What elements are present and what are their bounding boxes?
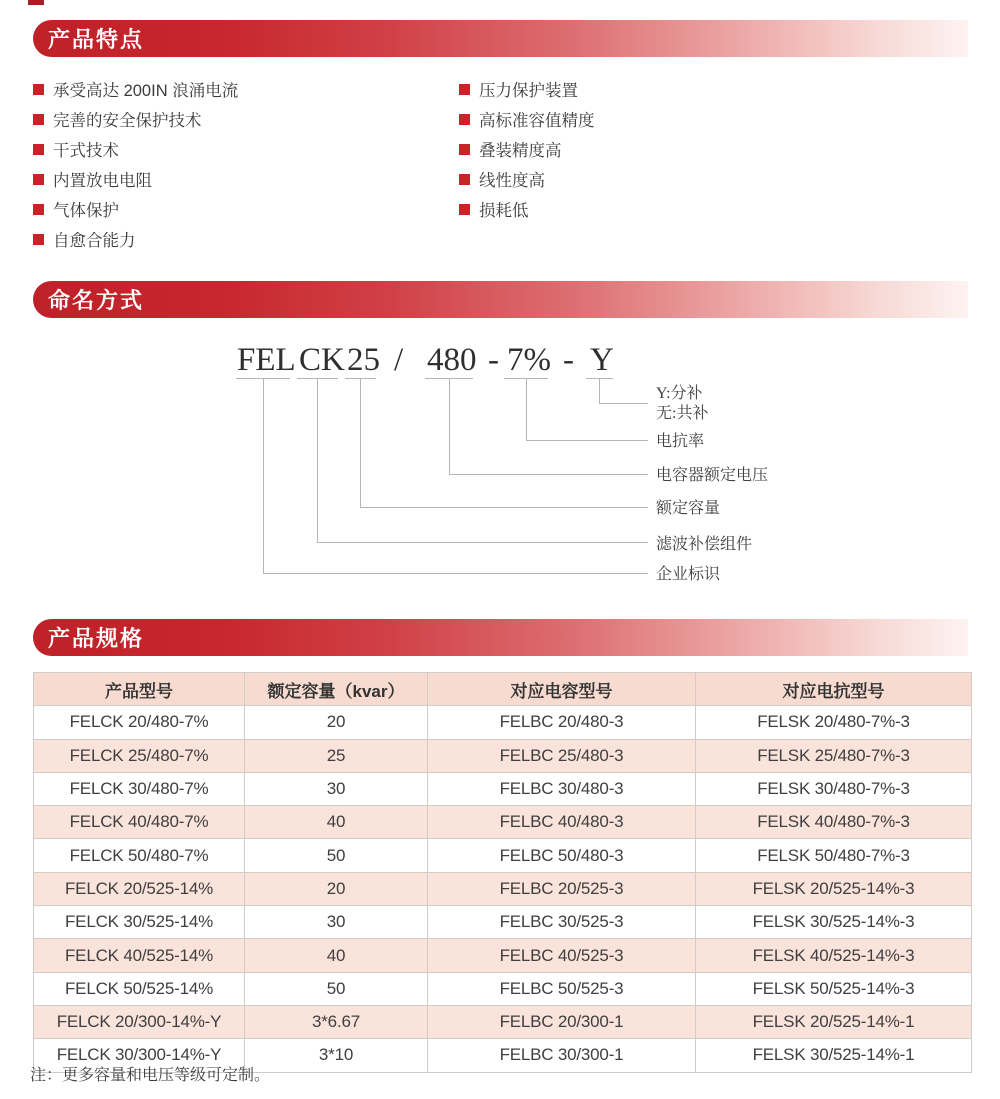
- code-separator-dash: -: [563, 342, 574, 378]
- table-row: [34, 972, 972, 1005]
- table-cell: FELSK 25/480-7%-3: [696, 739, 972, 772]
- feature-text: 内置放电电阻: [53, 172, 152, 190]
- feature-text: 自愈合能力: [53, 232, 136, 250]
- table-cell: FELCK 30/300-14%-Y: [34, 1039, 245, 1072]
- code-segment-capacity: 25: [347, 342, 380, 378]
- column-header-capacitor: 对应电容型号: [428, 673, 696, 706]
- table-row: [34, 706, 972, 739]
- feature-text: 压力保护装置: [479, 82, 578, 100]
- table-cell: FELCK 40/525-14%: [34, 939, 245, 972]
- feature-text: 完善的安全保护技术: [53, 112, 202, 130]
- naming-label-y-split: Y:分补: [656, 385, 703, 402]
- section-header-naming: [33, 281, 968, 318]
- connector-line: [360, 507, 648, 508]
- table-row: [34, 939, 972, 972]
- table-cell: FELCK 25/480-7%: [34, 739, 245, 772]
- table-cell: FELBC 30/480-3: [428, 772, 696, 805]
- square-bullet-icon: [33, 234, 44, 245]
- table-cell: 3*6.67: [245, 1005, 428, 1038]
- table-cell: 30: [245, 906, 428, 939]
- feature-item: [33, 164, 238, 194]
- section-header-features: [33, 20, 968, 57]
- table-footnote: 注：更多容量和电压等级可定制。: [30, 1067, 271, 1084]
- square-bullet-icon: [33, 204, 44, 215]
- connector-line: [263, 573, 648, 574]
- feature-item: [459, 134, 595, 164]
- table-cell: FELSK 50/480-7%-3: [696, 839, 972, 872]
- cutoff-red-mark: [28, 0, 44, 5]
- square-bullet-icon: [459, 174, 470, 185]
- table-cell: FELCK 50/480-7%: [34, 839, 245, 872]
- table-cell: FELSK 40/525-14%-3: [696, 939, 972, 972]
- feature-item: [33, 134, 238, 164]
- table-cell: FELSK 20/480-7%-3: [696, 706, 972, 739]
- column-header-reactor: 对应电抗型号: [696, 673, 972, 706]
- table-cell: FELCK 50/525-14%: [34, 972, 245, 1005]
- connector-line: [317, 379, 318, 542]
- table-cell: 40: [245, 939, 428, 972]
- table-cell: FELBC 20/480-3: [428, 706, 696, 739]
- table-cell: FELSK 50/525-14%-3: [696, 972, 972, 1005]
- connector-line: [360, 379, 361, 507]
- naming-label-rated-voltage: 电容器额定电压: [656, 467, 769, 484]
- naming-label-company-id: 企业标识: [656, 566, 721, 583]
- table-cell: 20: [245, 872, 428, 905]
- connector-line: [449, 379, 450, 474]
- connector-line: [599, 403, 648, 404]
- table-cell: FELBC 30/300-1: [428, 1039, 696, 1072]
- table-cell: FELBC 20/525-3: [428, 872, 696, 905]
- feature-text: 损耗低: [479, 202, 529, 220]
- table-cell: FELBC 50/525-3: [428, 972, 696, 1005]
- feature-item: [459, 194, 595, 224]
- table-cell: FELSK 30/525-14%-3: [696, 906, 972, 939]
- naming-label-reactance-rate: 电抗率: [656, 433, 705, 450]
- feature-item: [33, 194, 238, 224]
- feature-text: 线性度高: [479, 172, 545, 190]
- table-cell: FELCK 40/480-7%: [34, 806, 245, 839]
- table-cell: FELCK 30/525-14%: [34, 906, 245, 939]
- table-row: [34, 806, 972, 839]
- code-separator-dash: -: [488, 342, 499, 378]
- feature-text: 叠装精度高: [479, 142, 562, 160]
- table-cell: FELCK 30/480-7%: [34, 772, 245, 805]
- table-row: [34, 739, 972, 772]
- spec-table: [33, 672, 972, 1073]
- table-cell: 50: [245, 839, 428, 872]
- connector-line: [263, 379, 264, 573]
- table-cell: 25: [245, 739, 428, 772]
- table-cell: FELCK 20/480-7%: [34, 706, 245, 739]
- code-segment-module: CK: [299, 342, 345, 378]
- square-bullet-icon: [459, 144, 470, 155]
- section-header-specs: [33, 619, 968, 656]
- table-cell: FELBC 25/480-3: [428, 739, 696, 772]
- square-bullet-icon: [459, 204, 470, 215]
- square-bullet-icon: [33, 114, 44, 125]
- feature-list-left: [33, 74, 238, 254]
- feature-list-right: [459, 74, 595, 224]
- code-segment-reactance: 7%: [507, 342, 551, 378]
- feature-item: [459, 104, 595, 134]
- feature-item: [459, 164, 595, 194]
- table-cell: 30: [245, 772, 428, 805]
- naming-label-filter-module: 滤波补偿组件: [656, 536, 753, 553]
- table-row: [34, 772, 972, 805]
- table-cell: 3*10: [245, 1039, 428, 1072]
- feature-text: 高标准容值精度: [479, 112, 595, 130]
- table-cell: FELSK 20/525-14%-1: [696, 1005, 972, 1038]
- table-cell: FELBC 40/480-3: [428, 806, 696, 839]
- feature-text: 承受高达 200IN 浪涌电流: [53, 82, 239, 100]
- table-cell: FELBC 20/300-1: [428, 1005, 696, 1038]
- table-cell: 40: [245, 806, 428, 839]
- table-header-row: [34, 673, 972, 706]
- naming-label-none-common: 无:共补: [656, 405, 709, 422]
- table-row: [34, 839, 972, 872]
- connector-line: [526, 440, 648, 441]
- square-bullet-icon: [459, 114, 470, 125]
- column-header-capacity: 额定容量（kvar）: [245, 673, 428, 706]
- feature-text: 气体保护: [53, 202, 119, 220]
- square-bullet-icon: [33, 174, 44, 185]
- feature-item: [459, 74, 595, 104]
- connector-line: [449, 474, 648, 475]
- feature-item: [33, 224, 238, 254]
- table-cell: FELBC 40/525-3: [428, 939, 696, 972]
- table-cell: 20: [245, 706, 428, 739]
- table-cell: FELSK 20/525-14%-3: [696, 872, 972, 905]
- table-cell: FELSK 30/525-14%-1: [696, 1039, 972, 1072]
- feature-text: 干式技术: [53, 142, 119, 160]
- table-row: [34, 906, 972, 939]
- code-segment-voltage: 480: [427, 342, 477, 378]
- feature-item: [33, 74, 238, 104]
- section-title-features: 产品特点: [48, 27, 145, 52]
- section-title-specs: 产品规格: [48, 626, 145, 651]
- feature-item: [33, 104, 238, 134]
- column-header-model: 产品型号: [34, 673, 245, 706]
- table-cell: FELSK 40/480-7%-3: [696, 806, 972, 839]
- code-segment-company: FEL: [237, 342, 296, 378]
- connector-line: [317, 542, 648, 543]
- table-cell: FELSK 30/480-7%-3: [696, 772, 972, 805]
- connector-line: [526, 379, 527, 440]
- table-cell: FELBC 50/480-3: [428, 839, 696, 872]
- table-row: [34, 1005, 972, 1038]
- table-cell: FELCK 20/300-14%-Y: [34, 1005, 245, 1038]
- connector-line: [599, 379, 600, 403]
- table-row: [34, 872, 972, 905]
- naming-label-rated-capacity: 额定容量: [656, 500, 721, 517]
- table-cell: 50: [245, 972, 428, 1005]
- code-segment-type: Y: [590, 342, 614, 378]
- code-separator-slash: /: [394, 342, 404, 378]
- section-title-naming: 命名方式: [48, 288, 145, 313]
- table-cell: FELBC 30/525-3: [428, 906, 696, 939]
- square-bullet-icon: [33, 144, 44, 155]
- table-cell: FELCK 20/525-14%: [34, 872, 245, 905]
- square-bullet-icon: [459, 84, 470, 95]
- square-bullet-icon: [33, 84, 44, 95]
